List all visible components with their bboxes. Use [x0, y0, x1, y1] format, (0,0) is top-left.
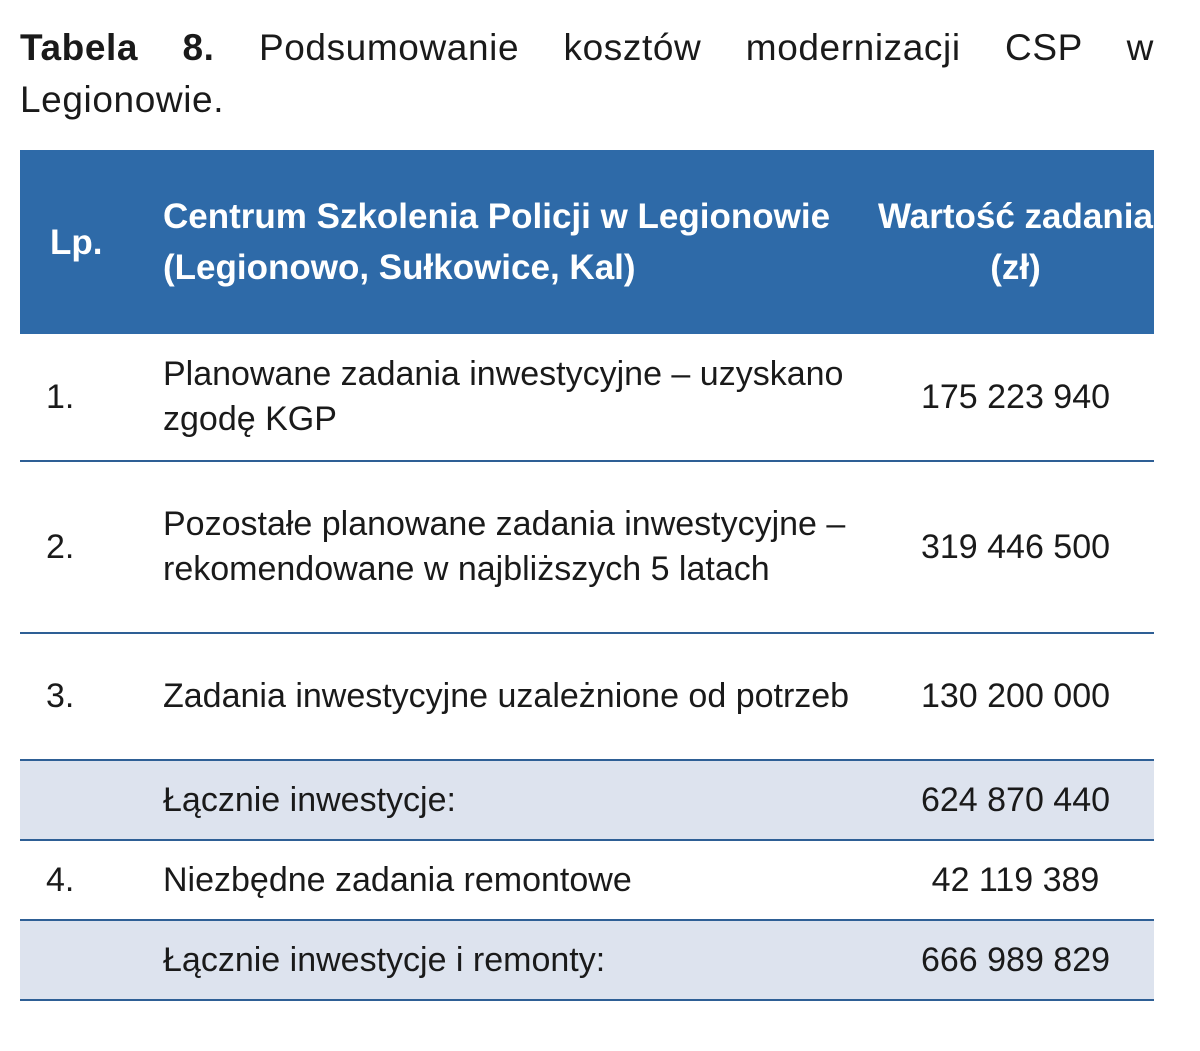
- table-row: [20, 633, 1154, 760]
- table-row: [20, 840, 1154, 920]
- row-lp: 1.: [46, 377, 75, 416]
- row-description: Łącznie inwestycje i remonty:: [163, 940, 606, 979]
- row-value: 319 446 500: [920, 527, 1111, 566]
- table-body: [20, 334, 1154, 1000]
- row-lp: [20, 920, 163, 1000]
- caption-text: Podsumowanie kosztów modernizacji CSP w Legionowie.: [20, 27, 1154, 120]
- subtotal-row-investments: [20, 760, 1154, 840]
- row-lp: 2.: [46, 527, 75, 566]
- row-description: Niezbędne zadania remontowe: [163, 860, 632, 899]
- header-row: [20, 150, 1154, 334]
- row-value: 42 119 389: [931, 860, 1100, 899]
- header-value: Wartość zadania (zł): [878, 197, 1153, 287]
- row-value: 130 200 000: [920, 677, 1111, 715]
- table-row: [20, 461, 1154, 633]
- row-lp: 4.: [46, 860, 75, 899]
- row-value: 624 870 440: [920, 780, 1111, 819]
- row-description: Planowane zadania inwestycyjne – uzyskano zgodę KGP: [163, 355, 844, 438]
- table-caption: [20, 22, 1154, 126]
- row-description: Zadania inwestycyjne uzależnione od potrzeb: [163, 677, 850, 715]
- row-lp: [20, 760, 163, 840]
- header-center-name: Centrum Szkolenia Policji w Legionowie (Legionowo, Sułkowice, Kal): [163, 197, 831, 287]
- row-value: 175 223 940: [920, 377, 1111, 416]
- table-row: [20, 334, 1154, 461]
- row-description: Łącznie inwestycje:: [163, 780, 456, 819]
- table-header: [20, 150, 1154, 334]
- row-value: 666 989 829: [920, 940, 1111, 979]
- cost-summary-table: [20, 150, 1154, 1001]
- header-lp: Lp.: [50, 222, 103, 262]
- caption-label: Tabela 8.: [20, 27, 215, 68]
- row-description: Pozostałe planowane zadania inwestycyjne – rekomendowane w najbliższych 5 latach: [163, 505, 846, 588]
- row-lp: 3.: [46, 677, 75, 715]
- total-row: [20, 920, 1154, 1000]
